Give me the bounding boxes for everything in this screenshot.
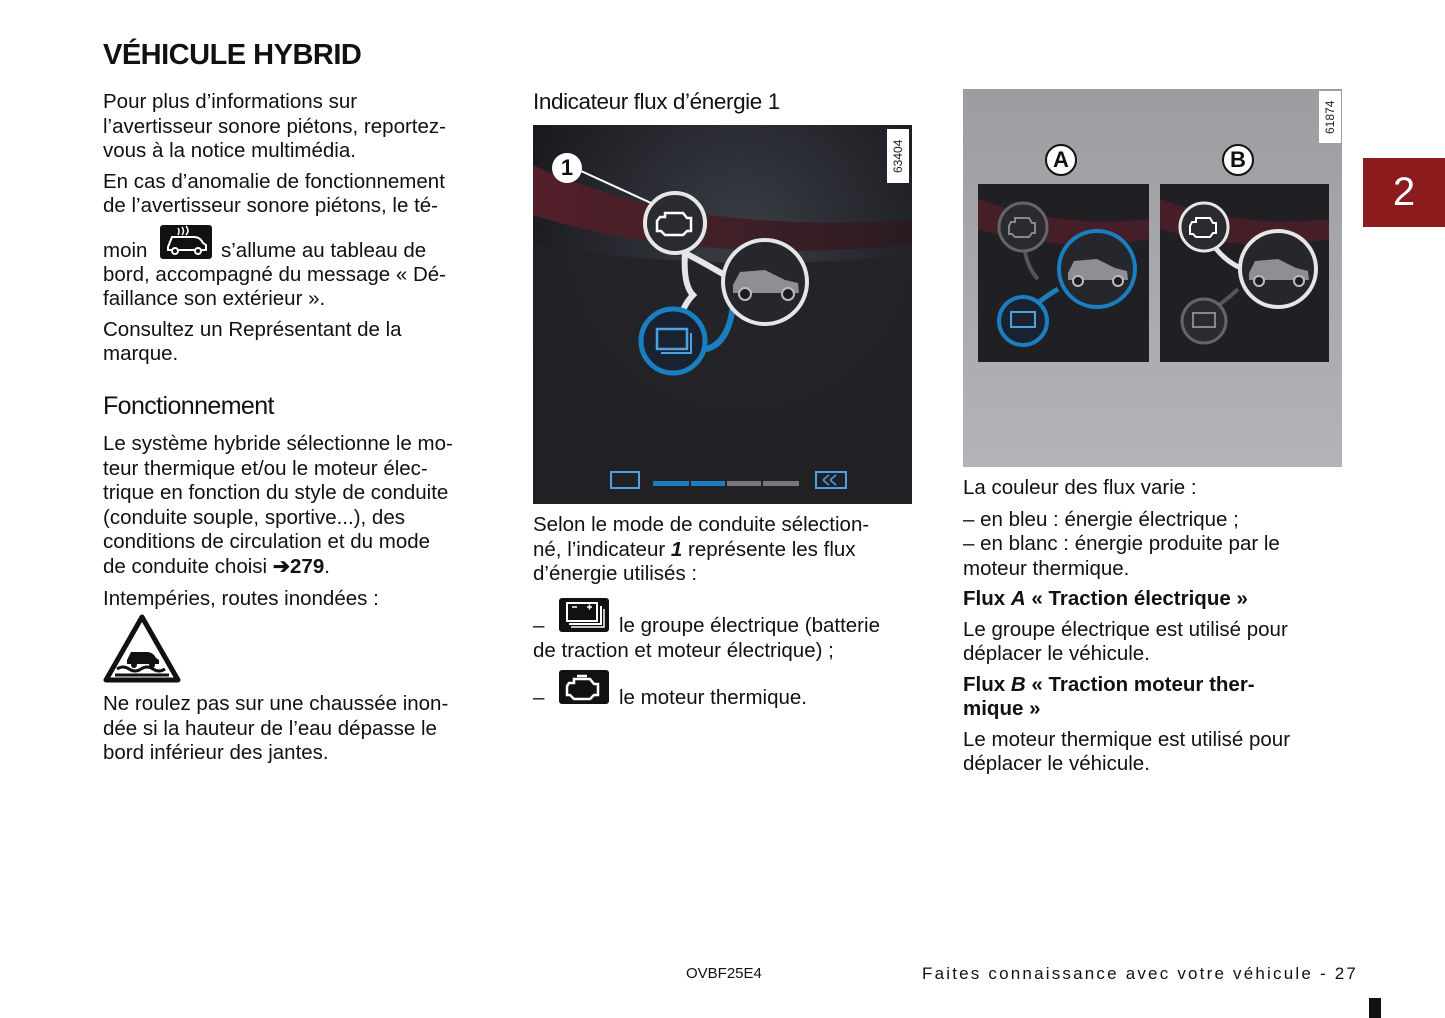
text-line: s’allume au tableau de — [221, 238, 427, 262]
engine-icon — [559, 670, 609, 704]
text-line: Consultez un Représentant de la — [103, 317, 402, 341]
text-line: . — [324, 554, 330, 578]
text-line: En cas d’anomalie de fonctionnement — [103, 169, 445, 193]
footer-page-title: Faites connaissance avec votre véhicule - 27 — [922, 964, 1359, 983]
section-heading-operation: Fonctionnement — [103, 392, 274, 420]
indicator-number: 1 — [670, 537, 683, 561]
figure-label-b: B — [1230, 147, 1246, 172]
list-item: – en blanc : énergie produite par le — [963, 532, 1280, 555]
paragraph-flow-colors: La couleur des flux varie : — [963, 476, 1197, 499]
text-line: Le groupe électrique est utilisé pour — [963, 617, 1288, 641]
bullet-electric-group — [533, 598, 923, 668]
paragraph-hybrid-system — [103, 432, 483, 579]
text-line: (conduite souple, sportive...), des — [103, 505, 405, 529]
flux-comparison-figure — [963, 89, 1342, 467]
text-line: d’énergie utilisés : — [533, 562, 698, 585]
text-line: trique en fonction du style de conduite — [103, 481, 449, 504]
heading-flux-a — [963, 587, 1353, 612]
pedestrian-sound-warning-icon — [160, 225, 212, 259]
paragraph-anomaly-end — [103, 263, 483, 312]
text-line: Le système hybride sélectionne le mo- — [103, 432, 453, 455]
text-line: teur thermique et/ou le moteur élec- — [103, 456, 428, 480]
chapter-tab: 2 — [1363, 158, 1445, 227]
list-flow-colors — [963, 508, 1353, 582]
text-line: marque. — [103, 342, 179, 365]
column-1-text — [103, 90, 483, 367]
figure-label-a: A — [1053, 147, 1069, 172]
text-line: le moteur thermique. — [619, 686, 808, 709]
text-line: déplacer le véhicule. — [963, 752, 1150, 775]
list-item: – en bleu : énergie électrique ; — [963, 507, 1239, 531]
flux-letter: A — [1010, 587, 1026, 610]
column-3-text — [963, 476, 1353, 777]
text-line: bord inférieur des jantes. — [103, 741, 329, 764]
paragraph-dealer — [103, 318, 483, 367]
bullet-thermal-engine — [533, 670, 923, 710]
text-line: vous à la notice multimédia. — [103, 139, 356, 162]
page-reference-arrow: ➔ — [272, 554, 291, 578]
warning-light-line — [103, 225, 483, 265]
text-line: de l’avertisseur sonore piétons, le té- — [103, 194, 439, 217]
battery-icon — [559, 598, 609, 632]
energy-flow-figure — [533, 125, 912, 504]
paragraph-flux-a — [963, 618, 1353, 667]
bullet-dash: – — [533, 686, 545, 709]
section-heading-energy-flow: Indicateur flux d’énergie 1 — [533, 89, 780, 114]
text-line: déplacer le véhicule. — [963, 642, 1150, 665]
paragraph-indicator — [533, 513, 923, 587]
paragraph-flux-b — [963, 728, 1353, 777]
figure-number: 61874 — [1319, 91, 1341, 143]
text-line: conditions de circulation et du mode — [103, 530, 431, 553]
flux-letter: B — [1010, 672, 1026, 696]
text-line: moin — [103, 238, 148, 262]
callout-1: 1 — [560, 155, 574, 180]
page-title: VÉHICULE HYBRID — [103, 39, 362, 71]
paragraph-flood-warning — [103, 692, 483, 766]
heading-flux-b — [963, 673, 1353, 722]
text-line: Selon le mode de conduite sélection- — [533, 513, 870, 536]
text-line: « Traction moteur ther- — [1031, 672, 1255, 696]
paragraph-weather: Intempéries, routes inondées : — [103, 587, 379, 610]
text-line: faillance son extérieur ». — [103, 287, 326, 310]
text-line: le groupe électrique (batterie — [619, 614, 880, 637]
text-line: Le moteur thermique est utilisé pour — [963, 727, 1291, 751]
text-line: « Traction électrique » — [1031, 587, 1248, 610]
text-line: mique » — [963, 697, 1041, 720]
text-line: Pour plus d’informations sur — [103, 90, 358, 113]
text-line: l’avertisseur sonore piétons, reportez- — [103, 114, 446, 138]
text-line: né, l’indicateur — [533, 537, 666, 561]
figure-number: 63404 — [887, 129, 909, 183]
page-reference-link[interactable]: 279 — [290, 554, 325, 578]
text-line: Flux — [963, 587, 1006, 610]
text-line: de conduite choisi — [103, 554, 268, 578]
bullet-dash: – — [533, 614, 545, 637]
page-edge-marker — [1369, 998, 1381, 1018]
paragraph-multimedia — [103, 90, 483, 164]
text-line: représente les flux — [688, 537, 856, 561]
text-line: bord, accompagné du message « Dé- — [103, 262, 447, 286]
text-line: moteur thermique. — [963, 556, 1130, 580]
text-line: de traction et moteur électrique) ; — [533, 639, 834, 662]
text-line: Flux — [963, 672, 1006, 696]
flooded-road-warning-icon — [103, 614, 181, 684]
paragraph-anomaly — [103, 170, 483, 219]
column-1-operation-text — [103, 432, 483, 612]
text-line: Ne roulez pas sur une chaussée inon- — [103, 692, 449, 715]
footer-document-code: OVBF25E4 — [686, 965, 762, 982]
text-line: dée si la hauteur de l’eau dépasse le — [103, 716, 437, 740]
